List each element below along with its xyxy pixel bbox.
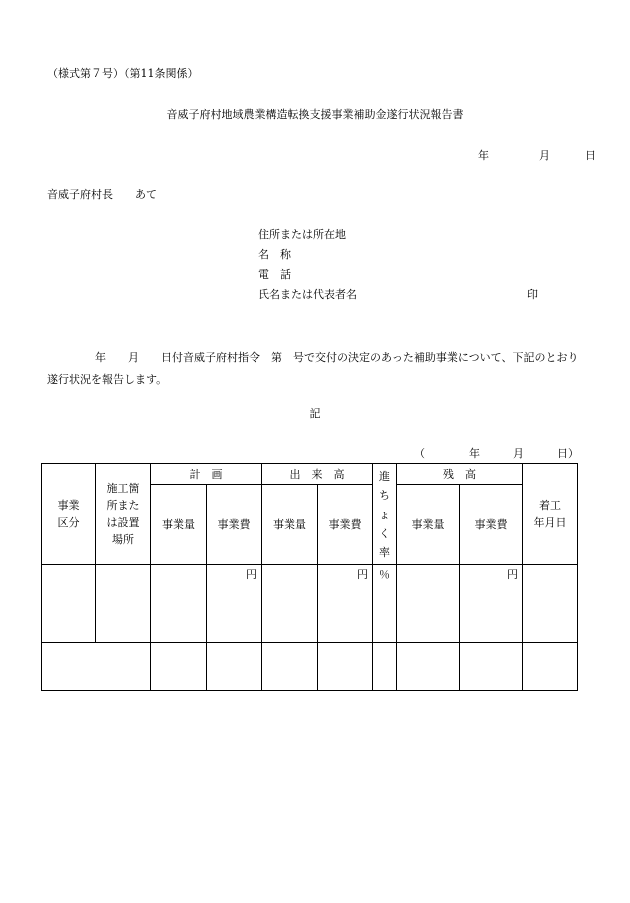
header-location: 施工箇 所また は設置 場所 <box>96 464 151 565</box>
table-date: （ 年 月 日） <box>414 447 579 460</box>
cell-total-plan-quantity[interactable] <box>151 643 207 691</box>
name-label: 名 称 <box>258 248 291 261</box>
plan-cost: 事業費 <box>207 485 262 565</box>
remaining-quantity: 事業量 <box>397 485 460 565</box>
table-row <box>42 643 578 691</box>
cell-start-date[interactable] <box>523 565 578 643</box>
header-date <box>478 150 596 161</box>
actual-quantity: 事業量 <box>262 485 318 565</box>
cell-plan-cost[interactable]: 円 <box>207 565 262 643</box>
cell-total-actual-quantity[interactable] <box>262 643 318 691</box>
date-year: 年 <box>478 149 489 162</box>
cell-total-start-date[interactable] <box>523 643 578 691</box>
cell-remaining-quantity[interactable] <box>397 565 460 643</box>
actual-cost: 事業費 <box>318 485 373 565</box>
body-text <box>47 347 587 391</box>
header-actual: 出 来 高 <box>262 464 373 485</box>
date-day: 日 <box>585 149 596 162</box>
header-category: 事業 区分 <box>42 464 96 565</box>
header-start-date: 着工 年月日 <box>523 464 578 565</box>
cell-total-remaining-cost[interactable] <box>460 643 523 691</box>
progress-table <box>41 463 578 691</box>
remaining-cost: 事業費 <box>460 485 523 565</box>
body-text-line2: おり遂行状況を報告します。 <box>47 351 579 386</box>
cell-actual-cost[interactable]: 円 <box>318 565 373 643</box>
cell-progress[interactable]: ％ <box>373 565 397 643</box>
date-month: 月 <box>539 149 550 162</box>
address-label: 住所または所在地 <box>258 228 346 241</box>
cell-total-actual-cost[interactable] <box>318 643 373 691</box>
cell-total-remaining-quantity[interactable] <box>397 643 460 691</box>
cell-location[interactable] <box>96 565 151 643</box>
applicant-block <box>258 229 357 309</box>
header-remaining: 残 高 <box>397 464 523 485</box>
header-plan: 計 画 <box>151 464 262 485</box>
seal-mark: 印 <box>527 288 538 301</box>
document-title: 音威子府村地域農業構造転換支援事業補助金遂行状況報告書 <box>166 108 464 121</box>
cell-total-label[interactable] <box>42 643 151 691</box>
ki-heading: 記 <box>309 407 321 420</box>
form-number: （様式第７号）（第11条関係） <box>47 67 199 80</box>
addressee: 音威子府村長 あて <box>47 188 157 201</box>
representative-label: 氏名または代表者名 <box>258 288 357 301</box>
cell-actual-quantity[interactable] <box>262 565 318 643</box>
body-text-line1: 年 月 日付音威子府村指令 第 号で交付の決定のあった補助事業について、下記のと <box>95 351 557 364</box>
cell-remaining-cost[interactable]: 円 <box>460 565 523 643</box>
phone-label: 電 話 <box>258 268 291 281</box>
cell-total-plan-cost[interactable] <box>207 643 262 691</box>
plan-quantity: 事業量 <box>151 485 207 565</box>
cell-total-progress[interactable] <box>373 643 397 691</box>
cell-category[interactable] <box>42 565 96 643</box>
cell-plan-quantity[interactable] <box>151 565 207 643</box>
header-progress: 進 ち ょ く 率 <box>373 464 397 565</box>
table-row <box>42 565 578 643</box>
